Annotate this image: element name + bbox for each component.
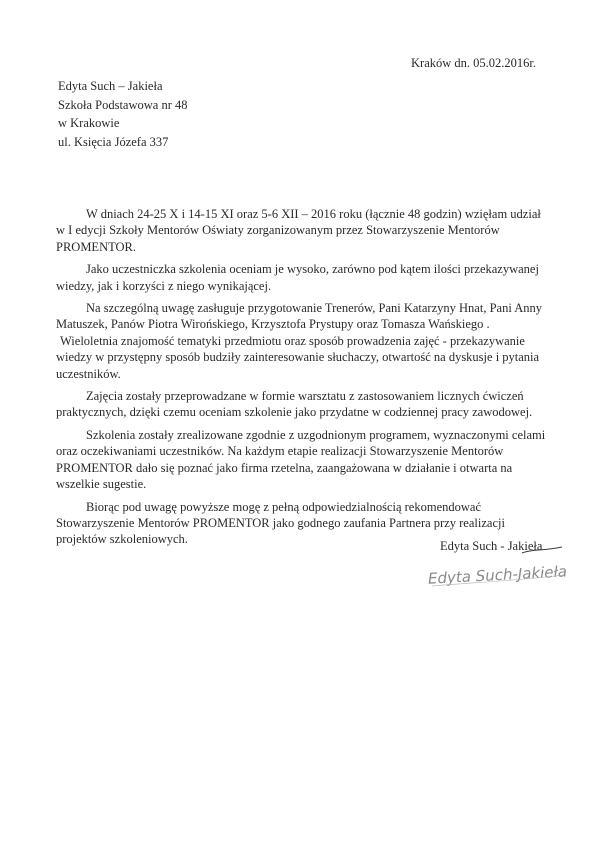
- body-paragraph: Zajęcia zostały przeprowadzane w formie warsztatu z zastosowaniem licznych ćwiczeń praktycznych, dzięki czemu oceniam szkolenie jako przydatne w codziennej pracy zawodowej.: [56, 389, 533, 420]
- handwritten-signature: [424, 556, 574, 596]
- sender-name: Edyta Such – Jakieła: [58, 79, 163, 93]
- svg-text:Edyta Such-Jakieła: Edyta Such-Jakieła: [427, 562, 568, 588]
- sender-address-block: [58, 77, 188, 151]
- signature-printed-name: Edyta Such - Jakieła: [440, 539, 543, 553]
- sender-city: w Krakowie: [58, 116, 120, 130]
- body-paragraph: Wieloletnia znajomość tematyki przedmiotu oraz sposób prowadzenia zajęć - przekazywanie wiedzy w przystępny sposób budziły zainteresowanie słuchaczy, otwartość na dyskusje i pytania uczestników.: [56, 333, 540, 381]
- body-paragraph: Na szczególną uwagę zasługuje przygotowanie Trenerów, Pani Katarzyny Hnat, Pani Anny Matuszek, Panów Piotra Wirońskiego, Krzysztofa Prystupy oraz Tomasza Wańskiego .: [56, 301, 543, 332]
- date-line: Kraków dn. 05.02.2016r.: [411, 56, 536, 70]
- body-paragraph: W dniach 24-25 X i 14-15 XI oraz 5-6 XII – 2016 roku (łącznie 48 godzin) wzięłam udział w I edycji Szkoły Mentorów Oświaty zorganizowanym przez Stowarzyszenie Mentorów PROMENTOR.: [56, 207, 541, 254]
- letter-body: [56, 206, 552, 554]
- body-paragraph: Szkolenia zostały zrealizowane zgodnie z uzgodnionym programem, wyznaczonymi celami oraz oczekiwaniami uczestników. Na każdym etapie realizacji Stowarzyszenie Mentorów PROMENTOR dało się poznać jako firma rzetelna, zaangażowana w działanie i otwarta na wszelkie sugestie.: [56, 427, 546, 492]
- body-paragraph: Biorąc pod uwagę powyższe mogę z pełną odpowiedzialnością rekomendować Stowarzyszenie Mentorów PROMENTOR jako godnego zaufania Partnera przy realizacji projektów szkoleniowych.: [56, 499, 505, 547]
- body-paragraph: Jako uczestniczka szkolenia oceniam je wysoko, zarówno pod kątem ilości przekazywanej wiedzy, jak i korzyści z niego wynikającej.: [56, 262, 539, 293]
- sender-street: ul. Księcia Józefa 337: [58, 134, 169, 149]
- sender-school: Szkoła Podstawowa nr 48: [58, 97, 188, 112]
